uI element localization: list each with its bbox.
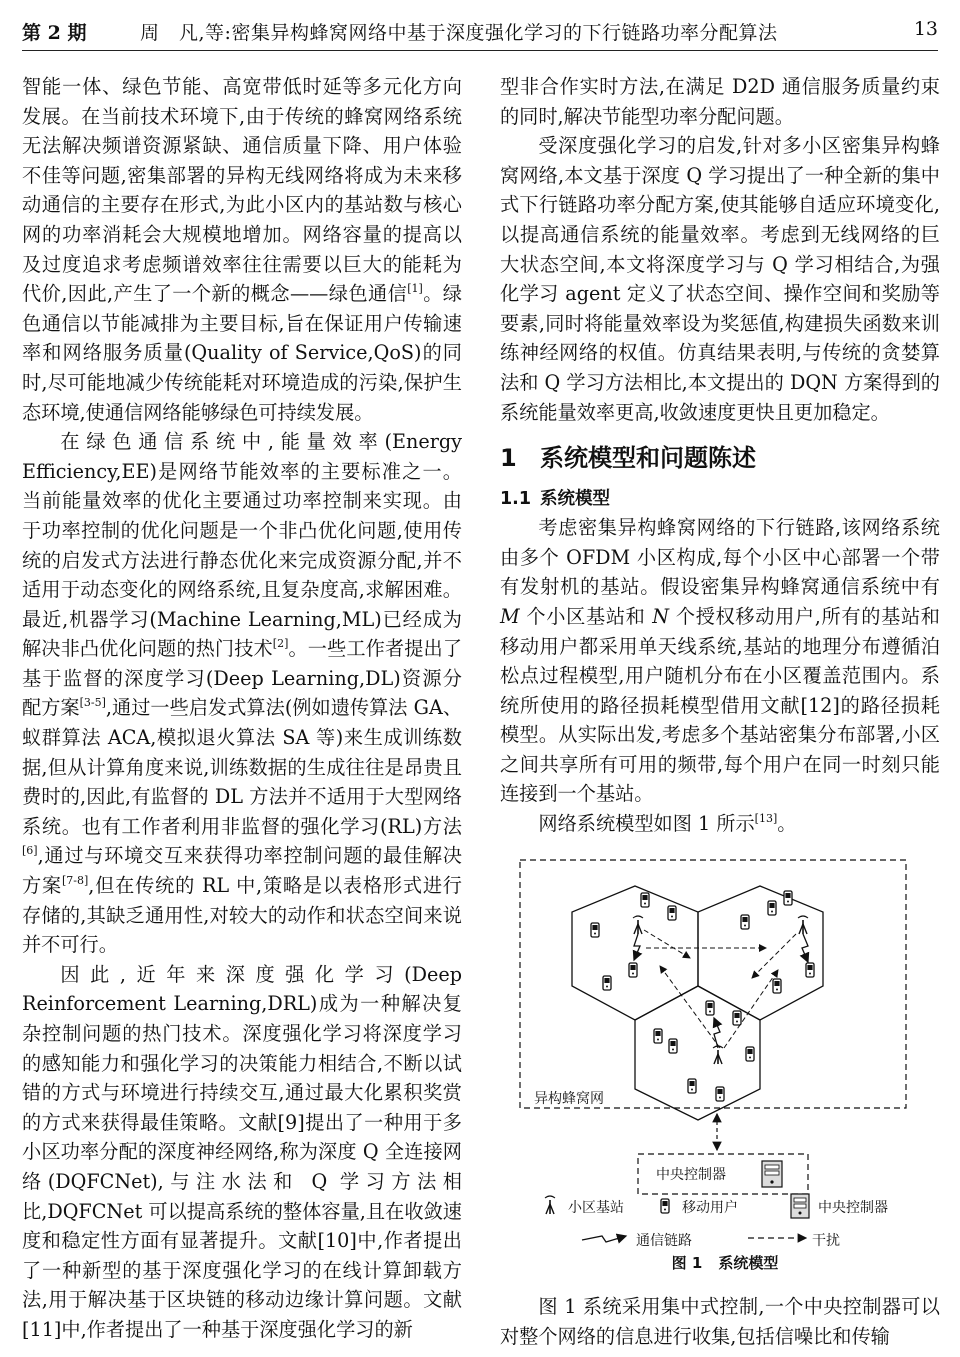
mobile-user-icon: [784, 891, 792, 905]
figure-number: 图 1: [671, 1254, 703, 1272]
mobile-user-icon: [603, 976, 611, 990]
right-column-continued: [500, 1292, 940, 1351]
mobile-user-icon: [733, 1011, 741, 1025]
mobile-user-icon: [806, 963, 814, 977]
running-header: [22, 18, 938, 51]
paragraph: 型非合作实时方法,在满足 D2D 通信服务质量约束的同时,解决节能型功率分配问题。: [500, 75, 940, 128]
legend-link-line: [582, 1236, 626, 1242]
legend-mobile-user-icon: [661, 1199, 669, 1213]
mobile-user-icon: [629, 963, 637, 977]
citation: [1]: [407, 282, 423, 296]
legend-bs-label: 小区基站: [568, 1200, 624, 1216]
legend-link-label: 通信链路: [636, 1233, 692, 1249]
controller-label: 中央控制器: [656, 1167, 726, 1183]
paragraph: 在绿色通信系统中,能量效率(Energy Efficiency,EE)是网络节能效率的主要标准之一。当前能量效率的优化主要通过功率控制来实现。由于功率控制的优化问题是一个非凸优化问题,使用传统的启发式方法进行静态优化来完成资源分配,并不适用于动态变化的网络系统,且复杂度高,求解困难。最近,机器学习(Machine Learning,ML)已经成为解决非凸优化问题的热门技术[2]。一些工作者提出了基于监督的深度学习(Deep Learning,DL)资源分配方案[3-5],通过一些启发式算法(例如遗传算法 GA、蚁群算法 ACA,模拟退火算法 SA 等)来生成训练数据,但从计算角度来说,训练数据的生成往往是昂贵且费时的,因此,有监督的 DL 方法并不适用于大型网络系统。也有工作者利用非监督的强化学习(RL)方法[6],通过与环境交互来获得功率控制问题的最佳解决方案[7-8],但在传统的 RL 中,策略是以表格形式进行存储的,其缺乏通用性,对较大的动作和状态空间来说并不可行。: [22, 430, 463, 957]
left-column: [22, 72, 462, 1345]
legend-base-station-icon: [545, 1196, 555, 1214]
mobile-user-icon: [669, 1039, 677, 1053]
cell-hexagon: [635, 986, 760, 1120]
mobile-user-icon: [641, 893, 649, 907]
mobile-user-icon: [668, 906, 676, 920]
citation: [13]: [754, 812, 778, 826]
paragraph: 受深度强化学习的启发,针对多小区密集异构蜂窝网络,本文基于深度 Q 学习提出了一种全新的集中式下行链路功率分配方案,使其能够自适应环境变化,以提高通信系统的能量效率。考虑到无线网络的巨大状态空间,本文将深度学习与 Q 学习相结合,为强化学习 agent 定义了状态空间、操作空间和奖励等要素,同时将能量效率设为奖惩值,构建损失函数来训练神经网络的权值。仿真结果表明,与传统的贪婪算法和 Q 学习方法相比,本文提出的 DQN 方案得到的系统能量效率更高,收敛速度更快且更加稳定。: [500, 134, 940, 424]
issue-number: 第 2 期: [22, 22, 87, 44]
paragraph: 网络系统模型如图 1 所示[13]。: [538, 812, 797, 836]
system-model-figure: [510, 858, 940, 1278]
legend-server-icon: [791, 1194, 809, 1218]
mobile-user-icon: [768, 901, 776, 915]
mobile-user-icon: [591, 923, 599, 937]
paragraph: 因此,近年来深度强化学习(Deep Reinforcement Learning,DRL)成为一种解决复杂控制问题的热门技术。深度强化学习将深度学习的感知能力和强化学习的决策能力相结合,不断以试错的方式与环境进行持续交互,通过最大化累积奖赏的方式来获得最佳策略。文献[9]提出了一种用于多小区功率分配的深度神经网络,称为深度 Q 全连接网络(DQFCNet),与注水法和 Q 学习方法相比,DQFCNet 可以提高系统的整体容量,且在收敛速度和稳定性方面有显著提升。文献[10]中,作者提出了一种新型的基于深度强化学习的在线计算卸载方法,用于解决基于区块链的移动边缘计算问题。文献[11]中,作者提出了一种基于深度强化学习的新: [22, 962, 462, 1341]
mobile-user-icon: [741, 915, 749, 929]
server-icon: [762, 1161, 782, 1187]
page-number: 13: [913, 18, 938, 40]
paragraph: 智能一体、绿色节能、高宽带低时延等多元化方向发展。在当前技术环境下,由于传统的蜂窝网络系统无法解决频谱资源紧缺、通信质量下降、用户体验不佳等问题,密集部署的异构无线网络将成为未来移动通信的主要存在形式,为此小区内的基站数与核心网的功率消耗会大规模地增加。网络容量的提高以及过度追求考虑频谱效率往往需要以巨大的能耗为代价,因此,产生了一个新的概念——绿色通信[1]。绿色通信以节能减排为主要目标,旨在保证用户传输速率和网络服务质量(Quality of Service,QoS)的同时,尽可能地减少传统能耗对环境造成的污染,保护生态环境,使通信网络能够绿色可持续发展。: [22, 75, 462, 424]
paragraph: 图 1 系统采用集中式控制,一个中央控制器可以对整个网络的信息进行收集,包括信噪比和传输: [500, 1295, 940, 1348]
citation: [2]: [272, 637, 289, 651]
running-title: 周 凡,等:密集异构蜂窝网络中基于深度强化学习的下行链路功率分配算法: [140, 22, 778, 44]
cell-hexagon: [572, 886, 698, 1020]
network-label: 异构蜂窝网: [534, 1091, 604, 1107]
legend-ue-label: 移动用户: [682, 1200, 738, 1216]
mobile-user-icon: [773, 979, 781, 993]
paragraph: 考虑密集异构蜂窝网络的下行链路,该网络系统由多个 OFDM 小区构成,每个小区中心部署一个带有发射机的基站。假设密集异构蜂窝通信系统中有 M 个小区基站和 N 个授权移动用户,所有的基站和移动用户都采用单天线系统,基站的地理分布遵循泊松点过程模型,用户随机分布在小区覆盖范围内。系统所使用的路径损耗模型借用文献[12]的路径损耗模型。从实际出发,考虑多个基站密集分布部署,小区之间共享所有可用的频带,每个用户在同一时刻只能连接到一个基站。: [500, 516, 940, 806]
citation: [3-5]: [79, 696, 106, 710]
variable-N: N: [652, 604, 670, 628]
network-boundary: [520, 860, 906, 1108]
right-column: [500, 72, 940, 839]
legend-ctrl-label: 中央控制器: [818, 1200, 888, 1216]
legend-interference-label: 干扰: [812, 1233, 840, 1249]
mobile-user-icon: [716, 1087, 724, 1101]
citation: [6]: [22, 844, 38, 858]
citation: [7-8]: [61, 874, 89, 888]
figure-caption: [510, 1252, 940, 1273]
base-station-icon: [713, 1046, 723, 1064]
base-station-icon: [798, 916, 808, 934]
section-heading: 1 系统模型和问题陈述: [500, 444, 756, 473]
mobile-user-icon: [706, 1001, 714, 1015]
network-diagram: [510, 858, 940, 1253]
mobile-user-icon: [654, 1029, 662, 1043]
subsection-heading: 1.1 系统模型: [500, 489, 610, 510]
mobile-user-icon: [746, 1047, 754, 1061]
figure-title: 系统模型: [718, 1254, 779, 1272]
mobile-user-icon: [688, 1079, 696, 1093]
variable-M: M: [500, 604, 520, 628]
base-station-icon: [633, 916, 643, 934]
